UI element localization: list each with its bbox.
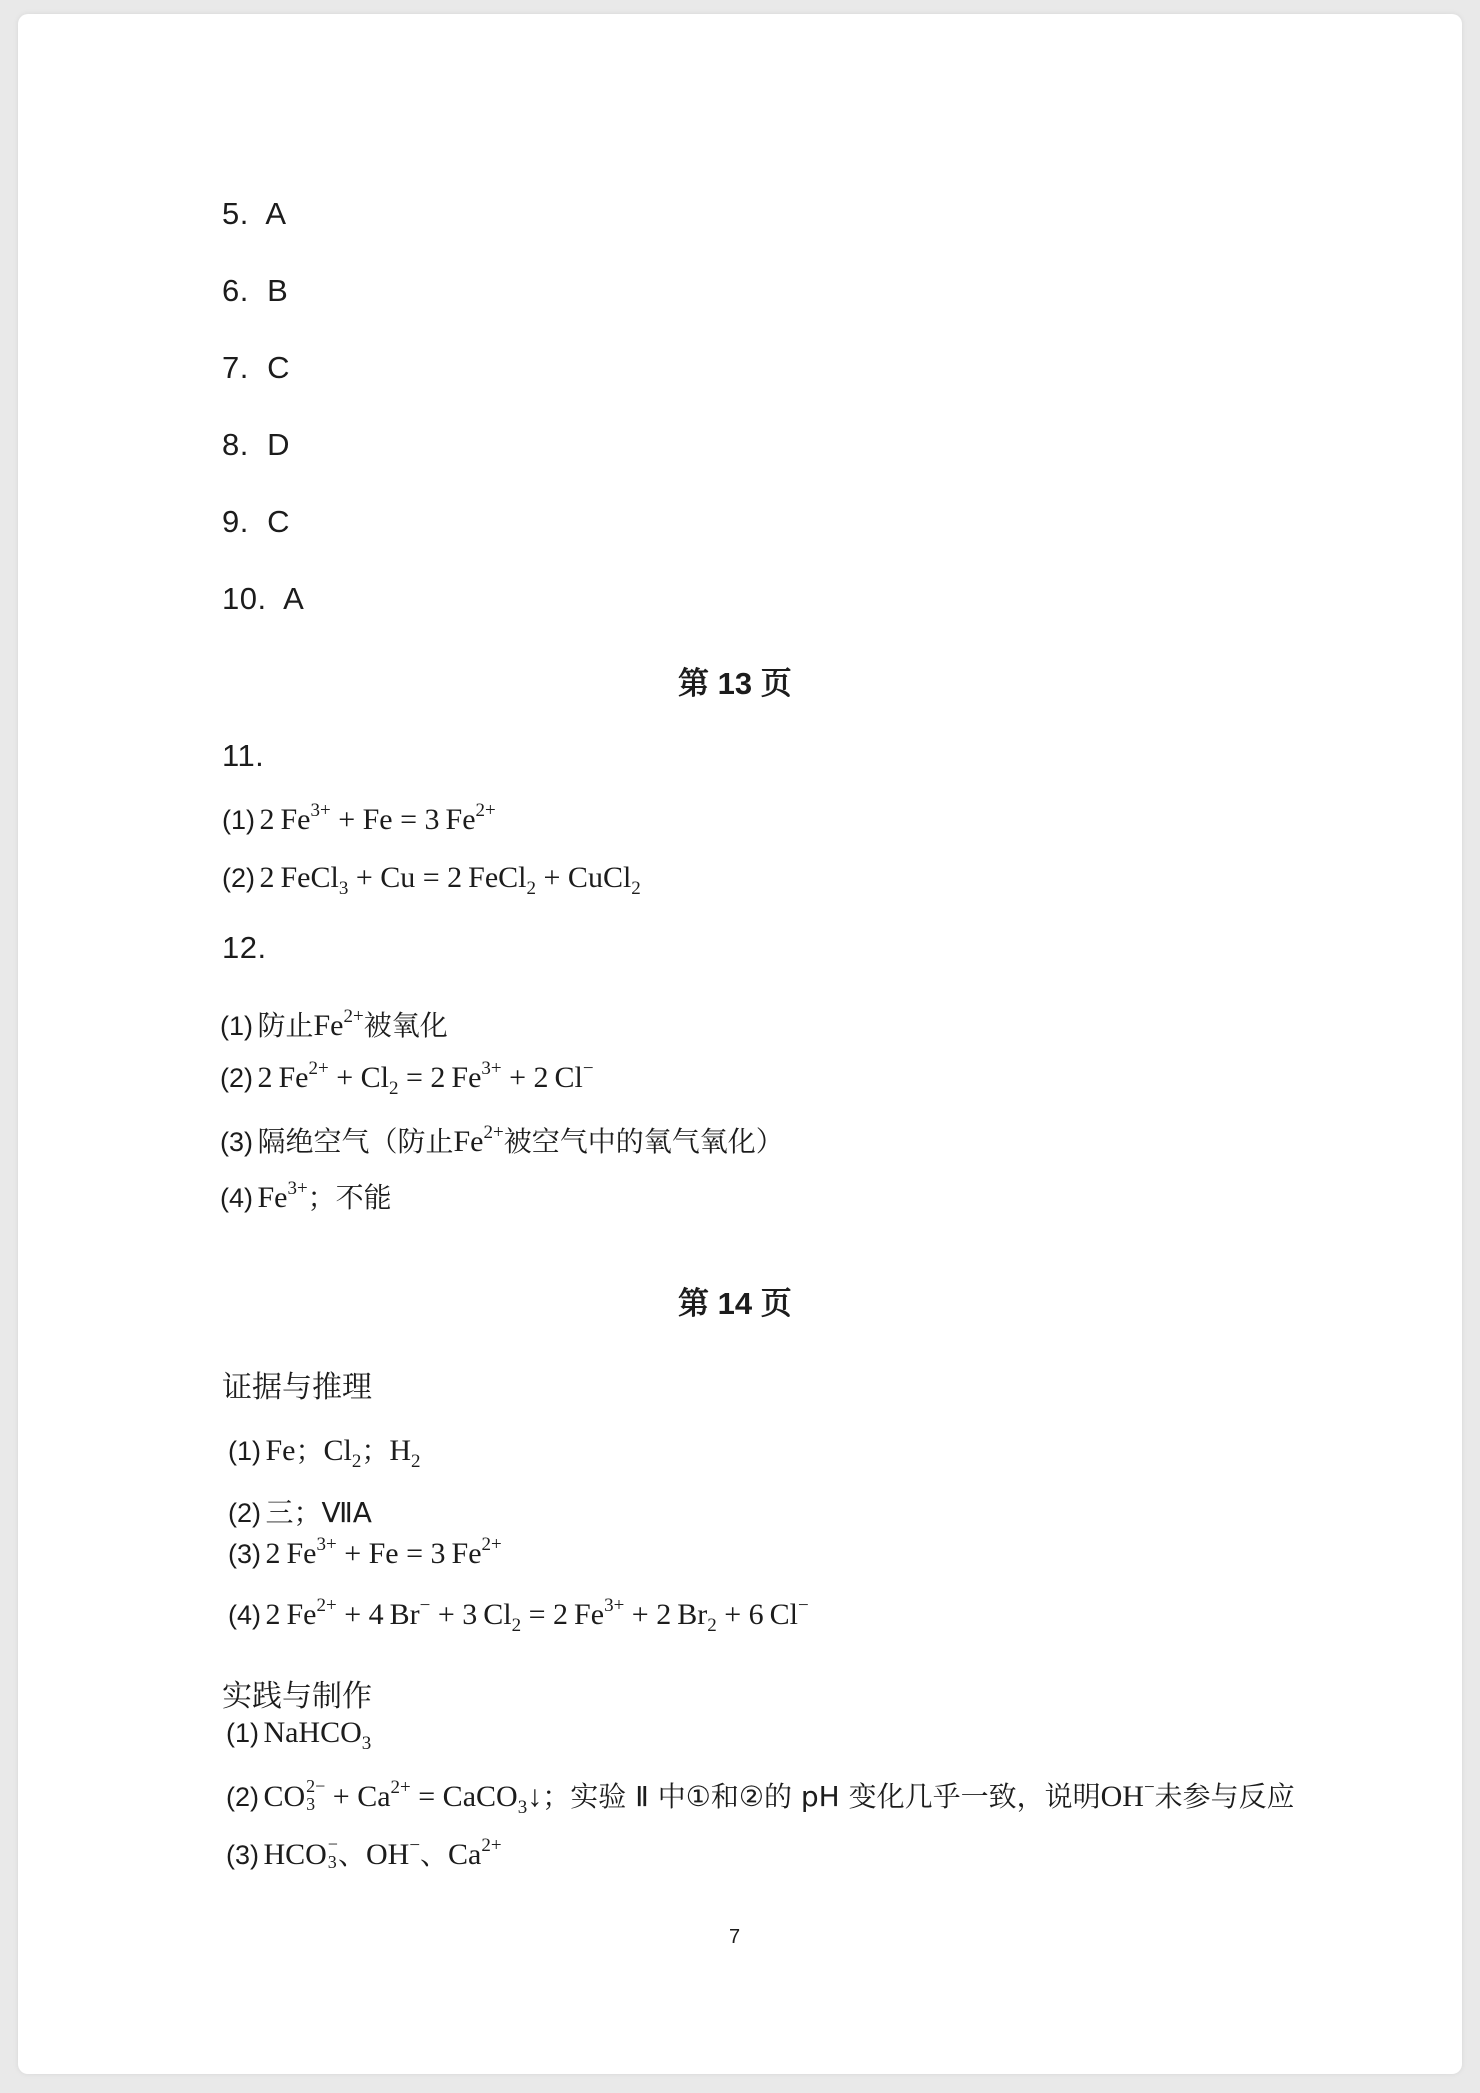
section-title: 实践与制作 bbox=[222, 1679, 372, 1714]
section-title: 证据与推理 bbox=[222, 1370, 372, 1405]
question-number: 11. bbox=[222, 738, 265, 773]
answer-line: (2) 2 FeCl$_3$ + Cu = 2 FeCl$_2$ + CuCl$_2$ bbox=[222, 861, 641, 899]
answer-item: 10. A bbox=[222, 581, 305, 616]
answer-line: (1) 防止$Fe^{2+}$被氧化 bbox=[220, 1006, 448, 1042]
answer-line: (3) 2 $Fe^{3+} + Fe = 3$ $Fe^{2+}$ bbox=[228, 1534, 502, 1570]
equation: 2 $Fe^{2+} + Cl_2 = 2$ $Fe^{3+} + 2$ Cl− bbox=[257, 1058, 594, 1099]
equation: 2 FeCl$_3$ + Cu = 2 FeCl$_2$ + CuCl$_2$ bbox=[259, 861, 641, 899]
answer-line: (2) 三；ⅦA bbox=[228, 1496, 372, 1529]
answer-line: (1) NaHCO$_3$ bbox=[226, 1716, 372, 1754]
answer-line: (3) 隔绝空气（防止$Fe^{2+}$被空气中的氧气氧化） bbox=[220, 1122, 784, 1158]
page-heading: 第 14 页 bbox=[678, 1286, 792, 1321]
answer-line: (4) $Fe^{3+}$；不能 bbox=[220, 1178, 392, 1214]
answer-item: 5. A bbox=[222, 196, 287, 231]
answer-line: (1) Fe；$Cl_2$；$H_2$ bbox=[228, 1434, 421, 1472]
answer-item: 7. C bbox=[222, 350, 290, 385]
answer-item: 9. C bbox=[222, 504, 290, 539]
equation: 2 $Fe^{3+} + Fe = 3$ $Fe^{2+}$ bbox=[265, 1534, 502, 1570]
answer-line: (2) 2 $Fe^{2+} + Cl_2 = 2$ $Fe^{3+} + 2$ Cl− bbox=[220, 1058, 594, 1099]
equation: 2 $Fe^{3+} + Fe = 3$ $Fe^{2+}$ bbox=[259, 800, 496, 836]
answer-line: (1) 2 $Fe^{3+} + Fe = 3$ $Fe^{2+}$ bbox=[222, 800, 496, 836]
page-number: 7 bbox=[729, 1926, 741, 1948]
answer-line: (4) 2 $Fe^{2+} + 4$ Br− + 3 $Cl_2 = 2$ $Fe^{3+} + 2$ $Br_2 + 6$ Cl− bbox=[228, 1595, 809, 1636]
answer-line: (2) CO 2− 3 + $Ca^{2+}$ = CaCO$_3$↓；实验 Ⅱ 中①和②的 pH 变化几乎一致，说明OH−未参与反应 bbox=[226, 1776, 1295, 1818]
answer-item: 8. D bbox=[222, 427, 290, 462]
equation: 2 $Fe^{2+} + 4$ Br− + 3 $Cl_2 = 2$ $Fe^{3+} + 2$ $Br_2 + 6$ Cl− bbox=[265, 1595, 809, 1636]
question-number: 12. bbox=[222, 930, 267, 965]
answer-item: 6. B bbox=[222, 273, 289, 308]
page-heading: 第 13 页 bbox=[678, 666, 792, 701]
equation: CO 2− 3 + $Ca^{2+}$ = CaCO$_3$↓ bbox=[263, 1776, 543, 1818]
document-page bbox=[18, 14, 1462, 2074]
answer-line: (3) HCO − 3 、OH−、$Ca^{2+}$ bbox=[226, 1834, 502, 1872]
